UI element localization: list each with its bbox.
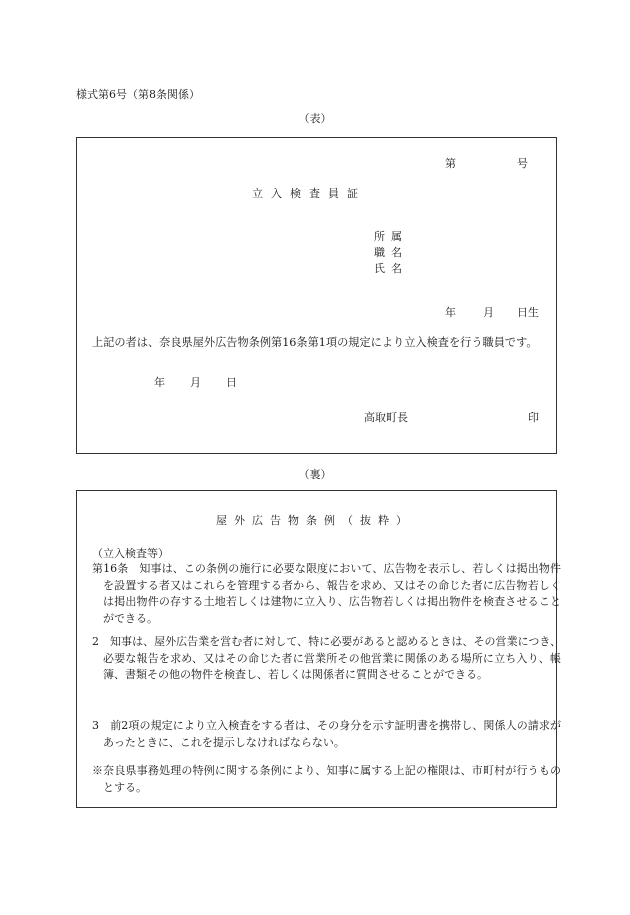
ordinance-paragraph-2: 2 知事は、屋外広告業を営む者に対して、特に必要があると認めるときは、その営業につき、必要な報告を求め、又はその命じた者に営業所その他営業に関係のある場所に立ち入り、帳簿、書類その他の物件を検査し、若しくは関係者に質問させることができる。 <box>92 635 561 681</box>
card-number-prefix: 第 <box>445 157 456 170</box>
affiliation-label: 所属 <box>374 230 408 243</box>
birth-day-label: 日生 <box>517 306 539 319</box>
issue-month-label: 月 <box>190 376 201 389</box>
issue-day-label: 日 <box>226 376 237 389</box>
birth-month-label: 月 <box>483 306 494 319</box>
seal-mark: 印 <box>528 411 539 424</box>
ordinance-title: 屋外広告物条例（抜粋） <box>216 514 414 527</box>
birth-year-label: 年 <box>445 306 456 319</box>
position-label: 職名 <box>374 246 408 259</box>
card-number-suffix: 号 <box>517 157 528 170</box>
ordinance-article-16: 第16条 知事は、この条例の施行に必要な限度において、広告物を表示し、若しくは掲出物件を設置する者又はこれらを管理する者から、報告を求め、又はその命じた者に広告物若しくは掲出物件の存する土地若しくは建物に立入り、広告物若しくは掲出物件を検査させることができる。 <box>92 562 561 625</box>
issue-year-label: 年 <box>154 376 165 389</box>
back-side-label: （裏） <box>298 468 332 481</box>
ordinance-paragraph-3: 3 前2項の規定により立入検査をする者は、その身分を示す証明書を携帯し、関係人の請求があったときに、これを提示しなければならない。 <box>92 719 561 749</box>
front-side-label: （表） <box>298 112 332 125</box>
issuer-name: 高取町長 <box>364 411 408 424</box>
certification-statement: 上記の者は、奈良県屋外広告物条例第16条第1項の規定により立入検査を行う職員です。 <box>92 336 538 349</box>
section-heading: （立入検査等） <box>92 547 169 560</box>
card-title: 立入検査員証 <box>252 187 366 200</box>
form-number: 様式第6号（第8条関係） <box>76 88 200 101</box>
name-label: 氏名 <box>374 262 408 275</box>
delegation-note: ※奈良県事務処理の特例に関する条例により、知事に属する上記の権限は、市町村が行うものとする。 <box>92 764 561 794</box>
